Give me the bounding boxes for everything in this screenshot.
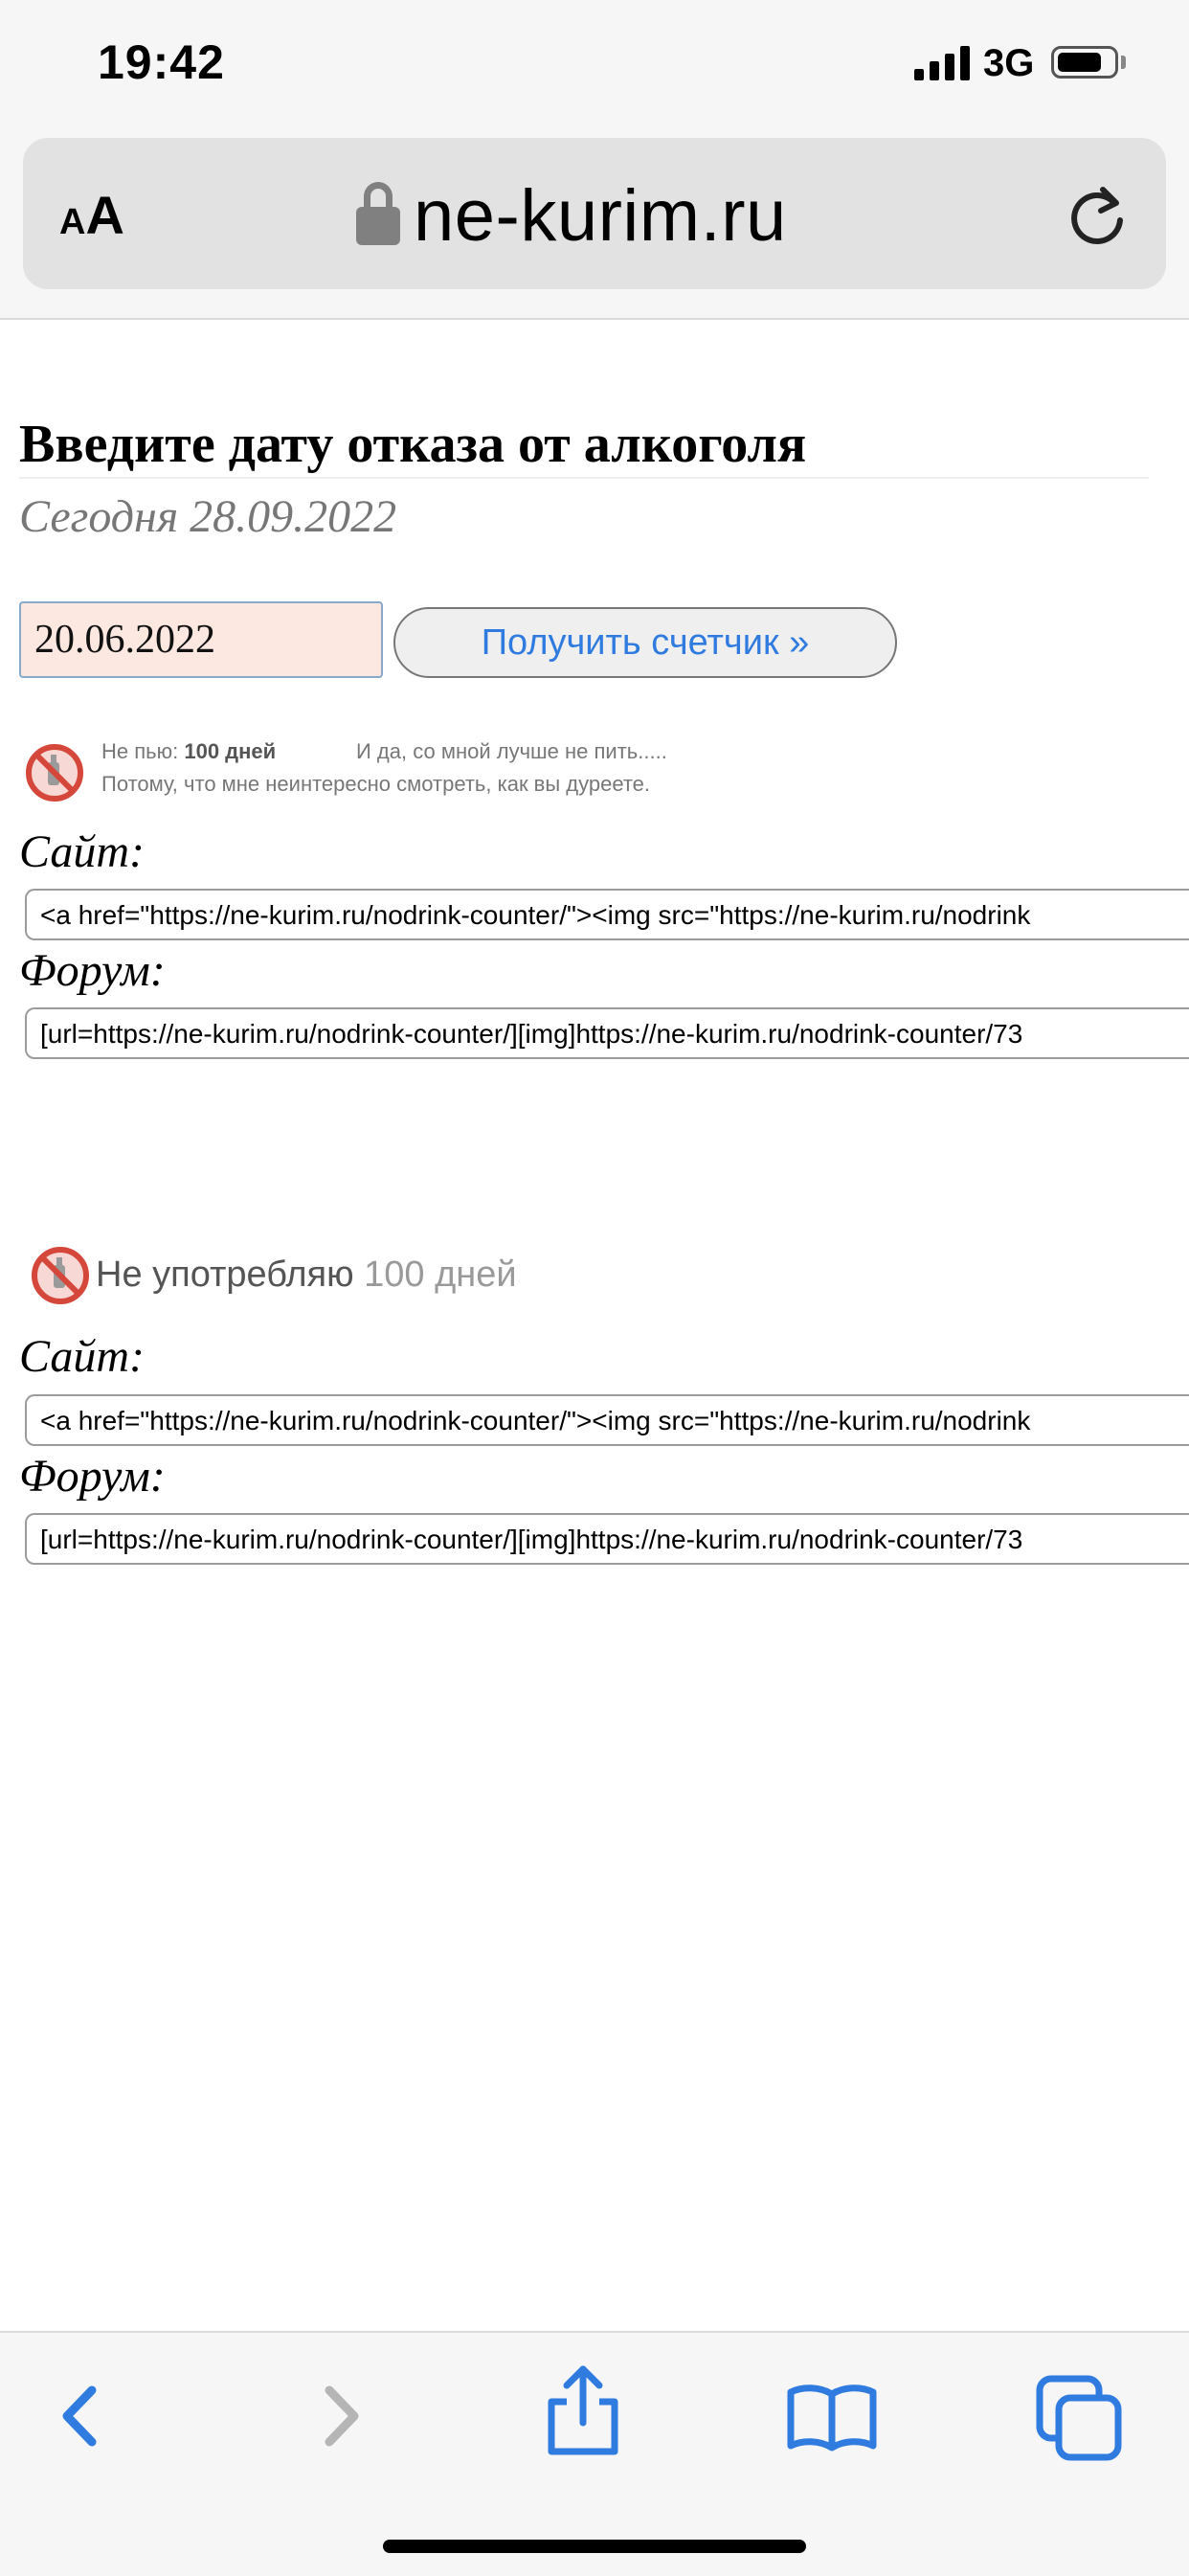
battery-icon [1051,46,1118,79]
counter2-text [96,1254,517,1296]
back-icon[interactable] [29,2363,134,2469]
site-code-label: Сайт: [19,1331,145,1382]
no-drink-icon [29,1243,92,1308]
forum-code-label: Форум: [19,1451,166,1502]
network-type: 3G [983,42,1035,84]
counter-preview-large [29,1237,565,1314]
address-area [0,134,1189,320]
counter1-prefix: Не пью: [101,739,185,763]
page-content [0,320,1189,2331]
home-indicator [383,2540,806,2553]
battery-cap [1121,56,1126,69]
share-icon[interactable] [530,2360,636,2465]
no-drink-icon [23,741,86,804]
status-bar [0,0,1189,134]
forum-code-label: Форум: [19,945,166,996]
url-domain[interactable]: ne-kurim.ru [414,175,787,257]
forum-code-field[interactable]: [url=https://ne-kurim.ru/nodrink-counter/][img]https://ne-kurim.ru/nodrink-counter/73 [25,1513,1189,1565]
site-code-field[interactable]: <a href="https://ne-kurim.ru/nodrink-counter/"><img src="https://ne-kurim.ru/nodrink [25,889,1189,940]
address-bar[interactable] [23,138,1166,289]
quit-date-input[interactable]: 20.06.2022 [19,601,383,678]
counter2-days: 100 дней [364,1254,517,1295]
counter2-prefix: Не употребляю [96,1254,365,1295]
tabs-icon[interactable] [1026,2363,1132,2469]
counter1-days: 100 дней [184,739,277,763]
lock-icon [356,182,400,245]
counter1-line1 [101,739,276,764]
page-title: Введите дату отказа от алкоголя [19,414,1149,479]
counter1-quote: И да, со мной лучше не пить..... [356,739,667,763]
forward-icon[interactable] [287,2363,393,2469]
signal-icon [914,46,970,80]
today-date: Сегодня 28.09.2022 [19,491,397,542]
site-code-label: Сайт: [19,826,145,877]
counter1-line2: Потому, что мне неинтересно смотреть, как вы дуреете. [101,772,651,796]
forum-code-field[interactable]: [url=https://ne-kurim.ru/nodrink-counter/][img]https://ne-kurim.ru/nodrink-counter/73 [25,1007,1189,1059]
text-size-button[interactable]: AA [59,185,124,245]
browser-toolbar [0,2331,1189,2576]
reload-icon[interactable] [1065,182,1132,249]
get-counter-button[interactable]: Получить счетчик » [393,607,897,678]
bookmarks-icon[interactable] [779,2363,885,2469]
site-code-field[interactable]: <a href="https://ne-kurim.ru/nodrink-counter/"><img src="https://ne-kurim.ru/nodrink [25,1394,1189,1446]
status-time: 19:42 [98,35,225,89]
counter-preview-small [23,735,751,804]
battery-level [1058,53,1101,72]
